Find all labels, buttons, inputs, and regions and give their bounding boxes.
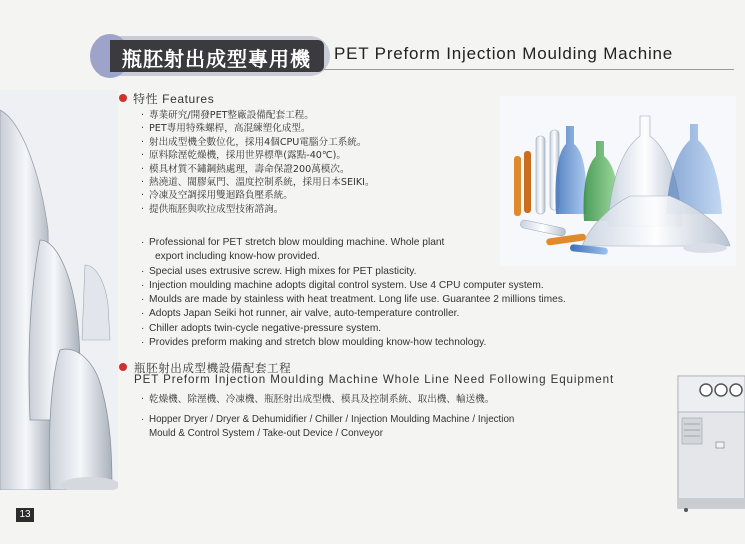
preform-bottles-photo-left	[0, 90, 118, 490]
page-number: 13	[16, 508, 34, 522]
list-item-continuation: export including know-how provided.	[155, 251, 320, 263]
list-item: · 熱澆道、閥膠氣門、溫度控制系統，採用日本SEIKI。	[141, 176, 375, 189]
list-item: · 原料除溼乾燥機，採用世界標準(露點-40℃)。	[141, 149, 375, 162]
list-item: · 提供瓶胚與吹拉成型技術諮詢。	[141, 203, 375, 216]
list-item: · 專業研究/開發PET整廠設備配套工程。	[141, 109, 375, 122]
list-item: · Injection moulding machine adopts digital control system. Use 4 CPU computer system.	[141, 279, 566, 293]
list-item: · 乾燥機、除溼機、冷凍機、瓶胚射出成型機、模具及控制系統、取出機、輸送機。	[141, 393, 494, 406]
list-item: · Moulds are made by stainless with heat treatment. Long life use. Guarantee 2 millions times.	[141, 293, 566, 307]
list-item: · Professional for PET stretch blow moulding machine. Whole plant	[141, 236, 566, 250]
page-title-chinese: 瓶胚射出成型專用機	[122, 47, 311, 71]
list-item: · Special uses extrusive screw. High mixes for PET plasticity.	[141, 265, 566, 279]
features-bullet-icon	[119, 94, 127, 102]
features-heading: 特性 Features	[133, 92, 215, 106]
list-item: · PET專用特殊螺桿，高混練塑化成型。	[141, 122, 375, 135]
list-item: · Hopper Dryer / Dryer & Dehumidifier / Chiller / Injection Moulding Machine / Injection	[141, 413, 514, 427]
list-item: · Chiller adopts twin-cycle negative-pressure system.	[141, 322, 566, 336]
features-list-chinese	[141, 109, 375, 216]
equipment-heading-chinese: 瓶胚射出成型機設備配套工程	[134, 361, 292, 375]
chiller-machine-photo	[676, 372, 745, 512]
list-item: · 射出成型機全數位化，採用4個CPU電腦分工系統。	[141, 136, 375, 149]
page-title-english: PET Preform Injection Moulding Machine	[334, 44, 674, 63]
list-item: · Adopts Japan Seiki hot runner, air valve, auto-temperature controller.	[141, 307, 566, 321]
list-item: · 冷凍及空調採用雙迴路負壓系統。	[141, 189, 375, 202]
list-item-continuation: Mould & Control System / Take-out Device / Conveyor	[149, 428, 383, 439]
equipment-heading-english: PET Preform Injection Moulding Machine Whole Line Need Following Equipment	[134, 373, 615, 386]
equipment-bullet-icon	[119, 363, 127, 371]
list-item: · 模具材質不鏽鋼熱處理，壽命保證200萬模次。	[141, 163, 375, 176]
preforms-product-photo	[500, 96, 736, 266]
list-item: · Provides preform making and stretch blow moulding know-how technology.	[141, 336, 566, 350]
equipment-list-chinese	[141, 393, 494, 406]
equipment-list-english	[141, 413, 514, 441]
header-divider	[324, 69, 734, 70]
